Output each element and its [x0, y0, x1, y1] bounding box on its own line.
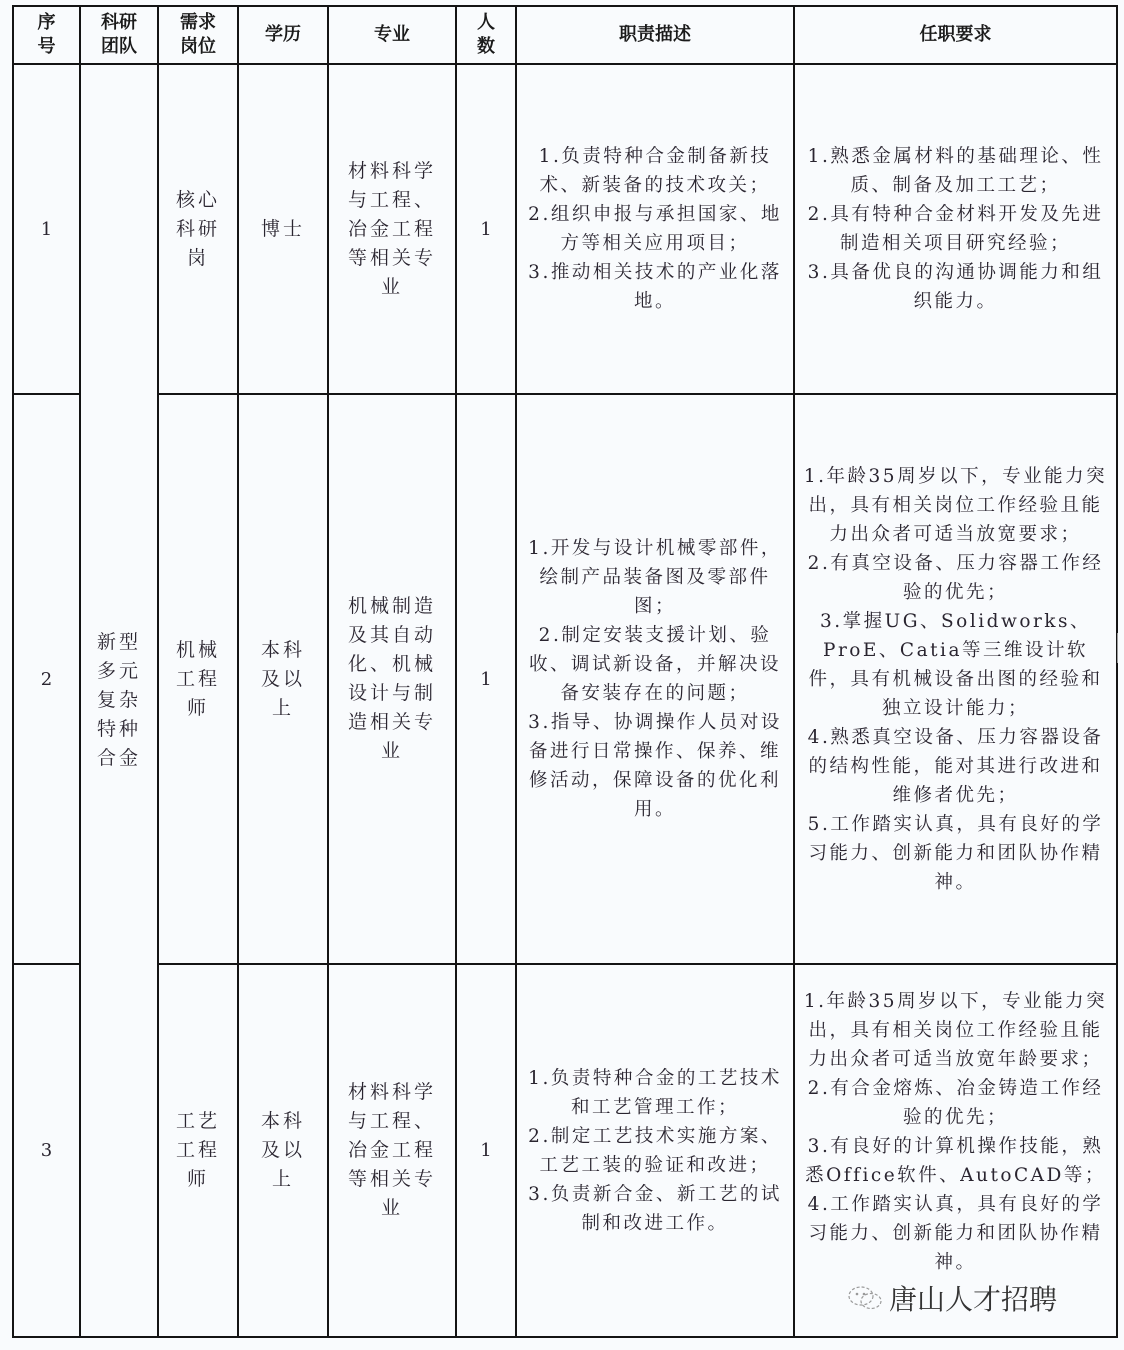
header-count: 人数 [456, 6, 516, 64]
cell-requirements [794, 64, 1117, 394]
requirement-item: 1.年龄35周岁以下，专业能力突出，具有相关岗位工作经验且能力出众者可适当放宽要求； [803, 465, 1108, 545]
duty-item: 1.负责特种合金的工艺技术和工艺管理工作； [528, 1067, 782, 1118]
cell-major: 机械制造及其自动化、机械设计与制造相关专业 [328, 394, 456, 964]
watermark-text: 唐山人才招聘 [889, 1283, 1058, 1316]
duty-item: 2.制定安装支援计划、验收、调试新设备，并解决设备安装存在的问题； [528, 625, 781, 704]
cell-duties [516, 64, 794, 394]
header-requirements: 任职要求 [794, 6, 1117, 64]
header-education: 学历 [238, 6, 328, 64]
recruitment-table [12, 5, 1118, 1338]
header-position: 需求岗位 [158, 6, 238, 64]
cell-count: 1 [456, 64, 516, 394]
cell-team: 新型多元复杂特种合金 [80, 64, 158, 1337]
table-row [13, 394, 1117, 964]
requirement-item: 3.具备优良的沟通协调能力和组织能力。 [807, 262, 1104, 312]
header-index: 序号 [13, 6, 80, 64]
cell-position: 工艺工程师 [158, 964, 238, 1337]
requirement-item: 1.熟悉金属材料的基础理论、性质、制备及加工工艺； [807, 146, 1104, 196]
requirement-item: 3.掌握UG、Solidworks、ProE、Catia等三维设计软件，具有机械设备出图的经验和独立设计能力； [808, 610, 1103, 719]
cell-duties [516, 964, 794, 1337]
duty-item: 2.制定工艺技术实施方案、工艺工装的验证和改进； [528, 1125, 782, 1176]
duty-item: 3.负责新合金、新工艺的试制和改进工作。 [528, 1183, 782, 1234]
requirement-item: 2.有合金熔炼、冶金铸造工作经验的优先； [807, 1078, 1104, 1128]
cell-index: 2 [13, 394, 80, 964]
duty-item: 1.开发与设计机械零部件，绘制产品装备图及零部件图； [528, 538, 782, 617]
requirement-item: 2.具有特种合金材料开发及先进制造相关项目研究经验； [807, 204, 1104, 254]
cell-education: 本科及以上 [238, 394, 328, 964]
requirement-item: 4.工作踏实认真，具有良好的学习能力、创新能力和团队协作精神。 [807, 1194, 1104, 1273]
cell-major: 材料科学与工程、冶金工程等相关专业 [328, 964, 456, 1337]
table-header-row [13, 6, 1117, 64]
requirement-item: 4.熟悉真空设备、压力容器设备的结构性能，能对其进行改进和维修者优先； [807, 726, 1104, 806]
cell-duties [516, 394, 794, 964]
duty-item: 3.推动相关技术的产业化落地。 [528, 262, 782, 312]
cell-position: 机械工程师 [158, 394, 238, 964]
cell-count: 1 [456, 394, 516, 964]
requirement-item: 3.有良好的计算机操作技能，熟悉Office软件、AutoCAD等； [805, 1136, 1106, 1186]
cell-education: 博士 [238, 64, 328, 394]
duty-item: 2.组织申报与承担国家、地方等相关应用项目； [528, 204, 782, 254]
duty-item: 3.指导、协调操作人员对设备进行日常操作、保养、维修活动，保障设备的优化利用。 [528, 712, 782, 820]
header-team: 科研团队 [80, 6, 158, 64]
header-duties: 职责描述 [516, 6, 794, 64]
watermark [845, 1278, 1057, 1318]
page-edge-mark [1117, 633, 1122, 663]
cell-index: 1 [13, 64, 80, 394]
cell-position: 核心科研岗 [158, 64, 238, 394]
cell-index: 3 [13, 964, 80, 1337]
requirement-item: 1.年龄35周岁以下，专业能力突出，具有相关岗位工作经验且能力出众者可适当放宽年龄要求； [803, 991, 1108, 1070]
wechat-icon [845, 1283, 885, 1313]
cell-count: 1 [456, 964, 516, 1337]
table-row [13, 64, 1117, 394]
header-major: 专业 [328, 6, 456, 64]
cell-major: 材料科学与工程、冶金工程等相关专业 [328, 64, 456, 394]
duty-item: 1.负责特种合金制备新技术、新装备的技术攻关； [538, 146, 772, 196]
requirement-item: 5.工作踏实认真，具有良好的学习能力、创新能力和团队协作精神。 [807, 813, 1104, 893]
cell-requirements [794, 394, 1117, 964]
cell-education: 本科及以上 [238, 964, 328, 1337]
requirement-item: 2.有真空设备、压力容器工作经验的优先； [807, 552, 1104, 603]
